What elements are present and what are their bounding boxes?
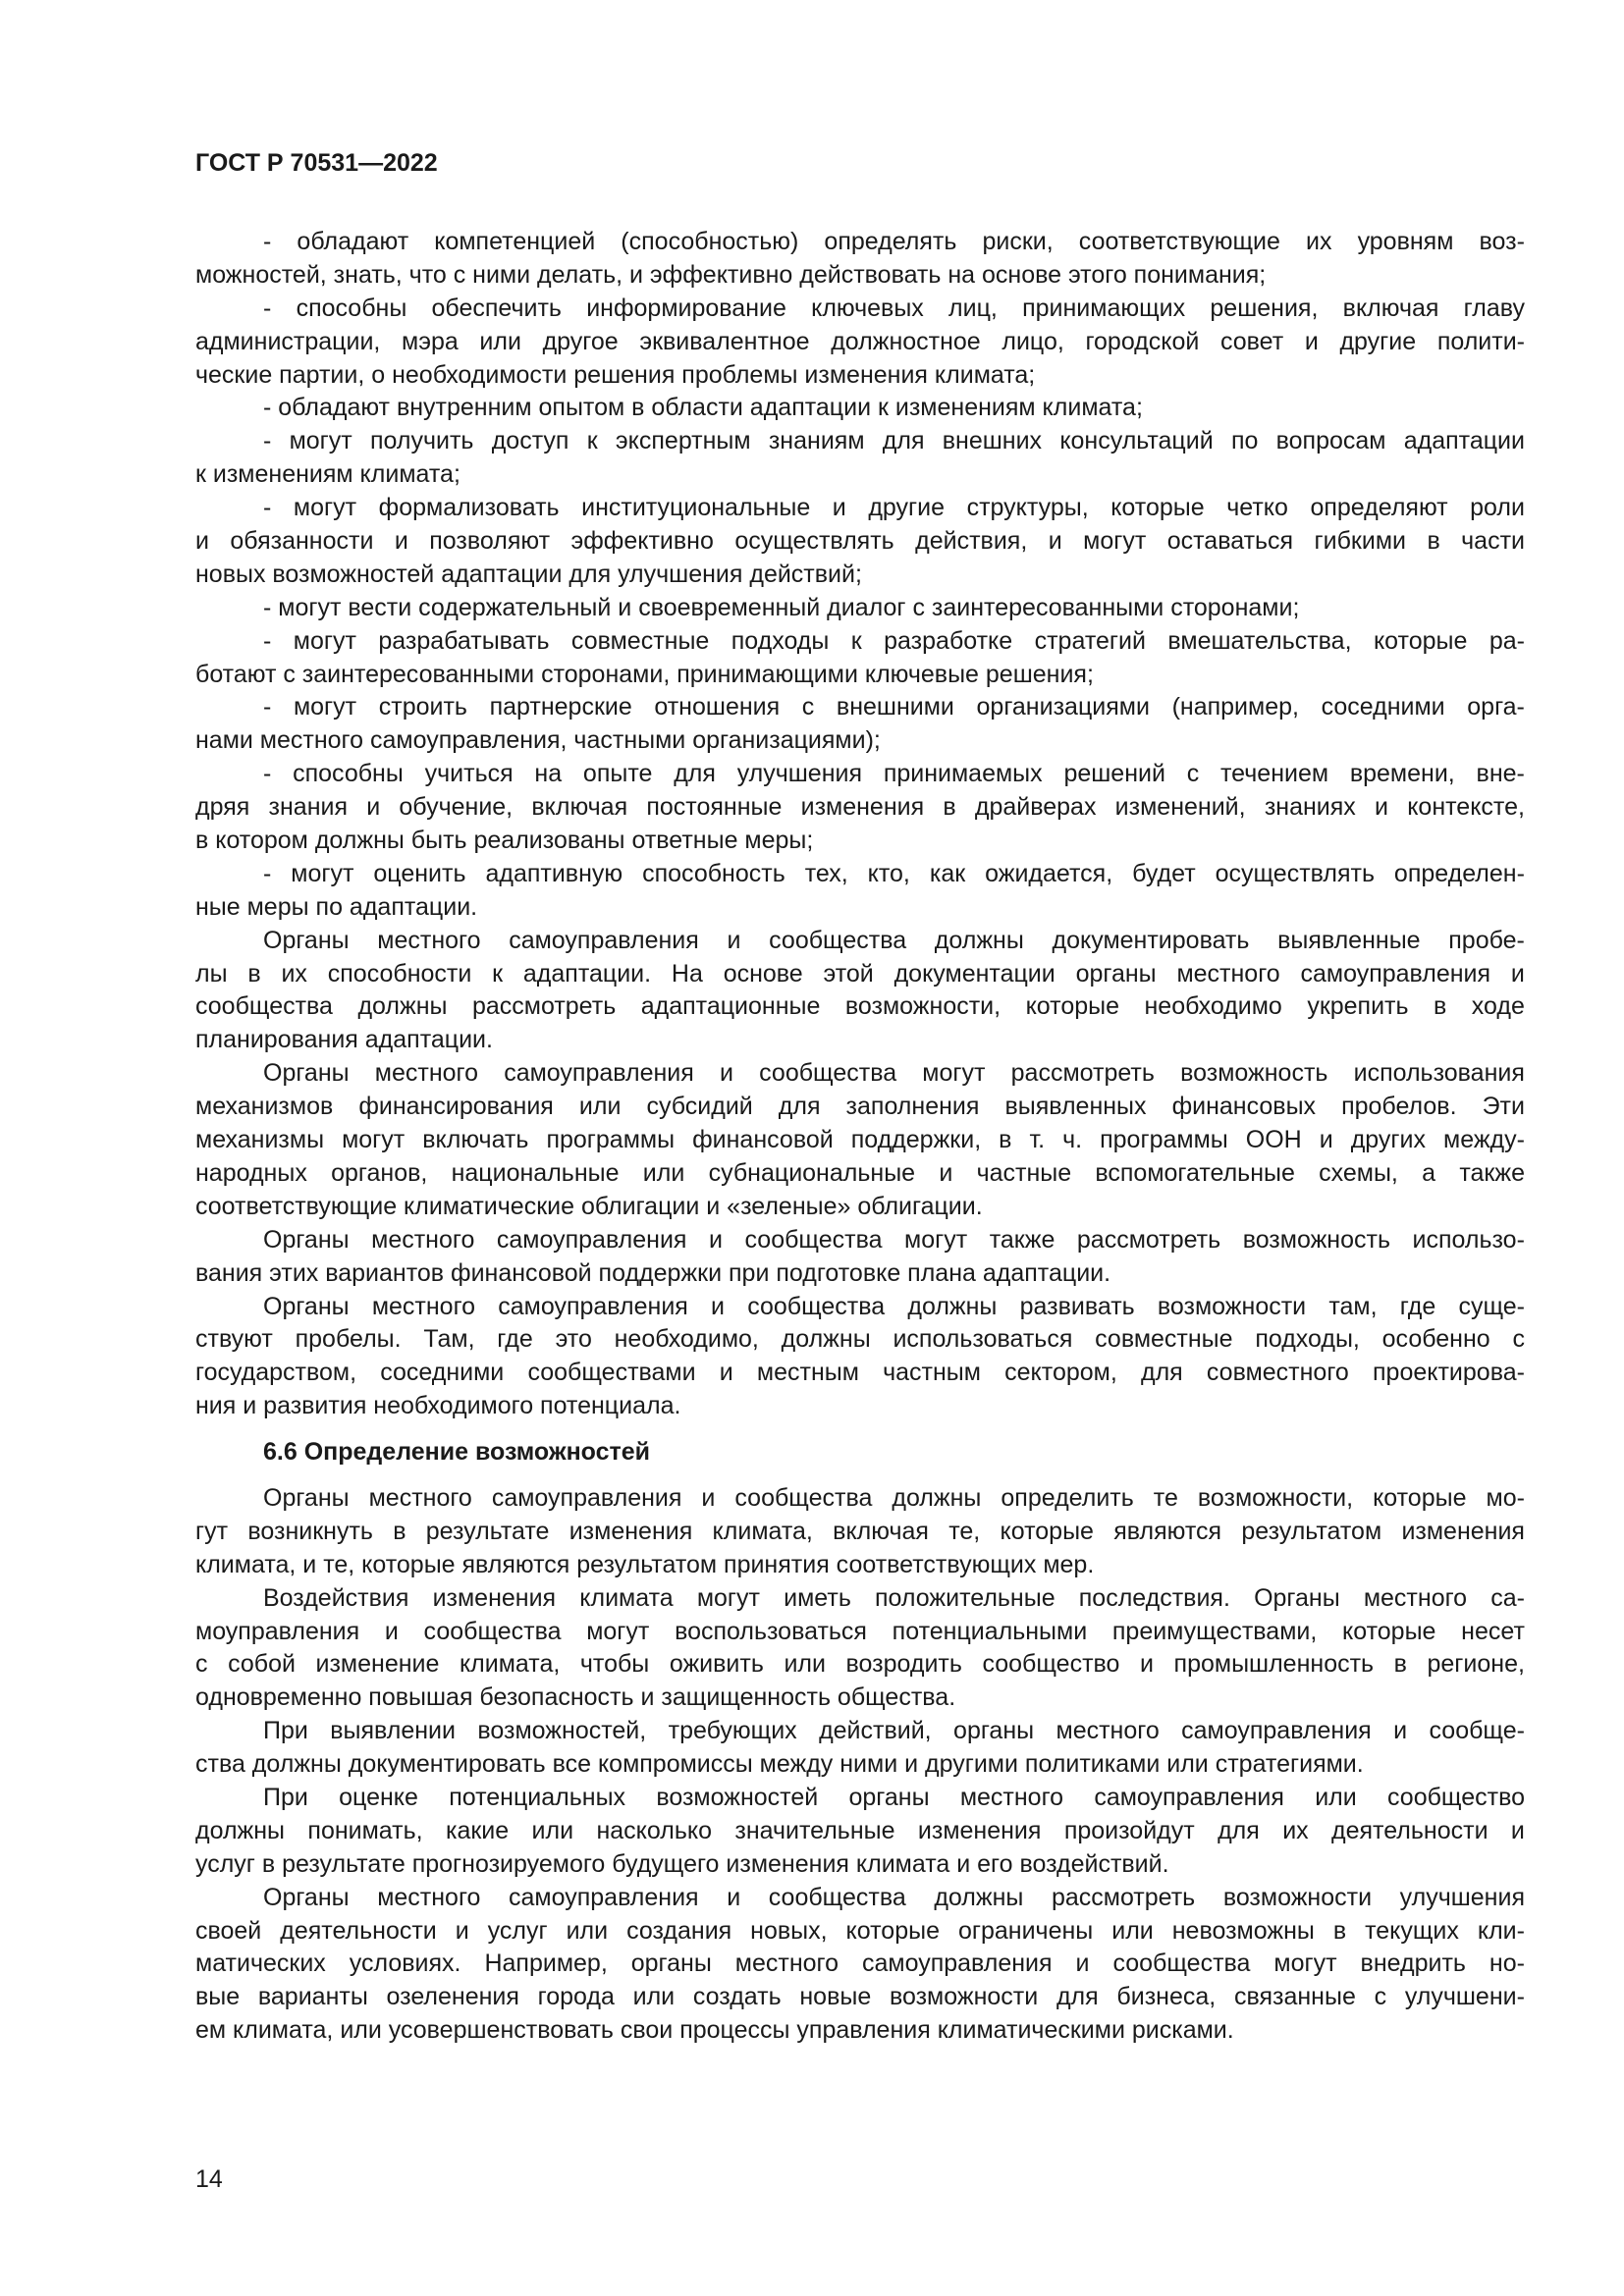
text-line: При выявлении возможностей, требующих действий, органы местного самоуправления и сообще-: [263, 1717, 1525, 1745]
text-line: государством, соседними сообществами и местным частным сектором, для совместного проектирова-: [195, 1359, 1525, 1387]
text-line: Органы местного самоуправления и сообщества должны документировать выявленные пробе-: [263, 926, 1525, 954]
paragraph: [195, 1715, 1525, 1782]
text-line: к изменениям климата;: [195, 460, 460, 489]
text-line: должны понимать, какие или насколько значительные изменения произойдут для их деятельности и: [195, 1816, 1525, 1844]
text-line: Воздействия изменения климата могут иметь положительные последствия. Органы местного са-: [263, 1583, 1525, 1612]
text-line: ботают с заинтересованными сторонами, принимающими ключевые решения;: [195, 660, 1094, 688]
page-number: 14: [195, 2165, 223, 2193]
text-line: механизмы могут включать программы финансовой поддержки, в т. ч. программы ООН и других между-: [195, 1126, 1525, 1154]
paragraph: [195, 492, 1525, 592]
paragraph: [195, 1482, 1525, 1582]
text-line: народных органов, национальные или субнациональные и частные вспомогательные схемы, а также: [195, 1158, 1525, 1187]
text-line: Органы местного самоуправления и сообщества должны рассмотреть возможности улучшения: [263, 1883, 1525, 1911]
text-line: лы в их способности к адаптации. На основе этой документации органы местного самоуправления и: [195, 959, 1525, 988]
text-line: услуг в результате прогнозируемого будущего изменения климата и его воздействий.: [195, 1849, 1169, 1878]
section-heading: 6.6 Определение возможностей: [263, 1438, 651, 1467]
paragraph: [195, 625, 1525, 692]
paragraph: [195, 1057, 1525, 1223]
text-line: вания этих вариантов финансовой поддержки при подготовке плана адаптации.: [195, 1258, 1111, 1287]
text-line: - обладают компетенцией (способностью) определять риски, соответствующие их уровням воз-: [263, 228, 1525, 255]
text-line: - могут получить доступ к экспертным знаниям для внешних консультаций по вопросам адаптации: [263, 427, 1525, 455]
text-line: Органы местного самоуправления и сообщества могут рассмотреть возможность использования: [263, 1059, 1525, 1088]
text-line: вые варианты озеленения города или создать новые возможности для бизнеса, связанные с улучшени-: [195, 1983, 1525, 2011]
text-line: планирования адаптации.: [195, 1026, 493, 1054]
text-line: При оценке потенциальных возможностей органы местного самоуправления или сообщество: [263, 1783, 1525, 1811]
paragraphs-before-section: [195, 226, 1525, 1423]
text-line: ствуют пробелы. Там, где это необходимо, должны использоваться совместные подходы, особенно с: [195, 1325, 1525, 1354]
text-line: сообщества должны рассмотреть адаптационные возможности, которые необходимо укрепить в ходе: [195, 992, 1525, 1021]
text-line: администрации, мэра или другое эквивалентное должностное лицо, городской совет и другие полити-: [195, 327, 1525, 355]
paragraph: [195, 1882, 1525, 2048]
text-line: Органы местного самоуправления и сообщества должны развивать возможности там, где суще-: [263, 1292, 1525, 1320]
text-line: моуправления и сообщества могут воспользоваться потенциальными преимуществами, которые несет: [195, 1617, 1525, 1645]
text-line: - могут вести содержательный и своевременный диалог с заинтересованными сторонами;: [263, 593, 1300, 621]
text-line: климата, и те, которые являются результатом принятия соответствующих мер.: [195, 1550, 1095, 1578]
text-line: - способны учиться на опыте для улучшения принимаемых решений с течением времени, вне-: [263, 760, 1525, 788]
text-line: - могут формализовать институциональные и другие структуры, которые четко определяют роли: [263, 494, 1525, 522]
paragraph: [195, 293, 1525, 393]
text-line: гут возникнуть в результате изменения климата, включая те, которые являются результатом изменения: [195, 1517, 1525, 1545]
paragraph: [195, 1782, 1525, 1882]
text-line: дряя знания и обучение, включая постоянные изменения в драйверах изменений, знаниях и контексте,: [195, 793, 1525, 822]
text-line: Органы местного самоуправления и сообщества должны определить те возможности, которые мо-: [263, 1483, 1525, 1512]
text-line: и обязанности и позволяют эффективно осуществлять действия, и могут оставаться гибкими в части: [195, 527, 1525, 556]
paragraph: [195, 392, 1525, 425]
paragraph: [195, 226, 1525, 293]
text-line: соответствующие климатические облигации и «зеленые» облигации.: [195, 1192, 983, 1220]
paragraph: [195, 592, 1525, 625]
paragraph: [195, 858, 1525, 925]
text-line: своей деятельности и услуг или создания новых, которые ограничены или невозможны в текущих кли-: [195, 1916, 1525, 1945]
text-line: новых возможностей адаптации для улучшения действий;: [195, 560, 862, 588]
paragraphs-after-section: [195, 1482, 1525, 2048]
text-line: ческие партии, о необходимости решения проблемы изменения климата;: [195, 360, 1036, 389]
paragraph: [195, 1224, 1525, 1291]
text-line: - способны обеспечить информирование ключевых лиц, принимающих решения, включая главу: [263, 294, 1525, 322]
text-line: ства должны документировать все компромиссы между ними и другими политиками или стратегиями.: [195, 1750, 1364, 1779]
text-line: Органы местного самоуправления и сообщества могут также рассмотреть возможность использо-: [263, 1225, 1525, 1254]
text-line: с собой изменение климата, чтобы оживить или возродить сообщество и промышленность в регионе,: [195, 1650, 1525, 1679]
text-line: ем климата, или усовершенствовать свои процессы управления климатическими рисками.: [195, 2016, 1234, 2045]
text-line: - могут разрабатывать совместные подходы к разработке стратегий вмешательства, которые ра-: [263, 626, 1525, 655]
text-line: ные меры по адаптации.: [195, 892, 478, 921]
paragraph: [195, 1582, 1525, 1716]
page-body: [195, 226, 1525, 2048]
paragraph: [195, 758, 1525, 858]
text-line: нами местного самоуправления, частными организациями);: [195, 726, 881, 755]
paragraph: [195, 925, 1525, 1058]
text-line: в котором должны быть реализованы ответные меры;: [195, 827, 814, 855]
text-line: - могут строить партнерские отношения с внешними организациями (например, соседними орга-: [263, 693, 1525, 721]
text-line: можностей, знать, что с ними делать, и эффективно действовать на основе этого понимания;: [195, 260, 1267, 289]
text-line: матических условиях. Например, органы местного самоуправления и сообщества могут внедрить но-: [195, 1949, 1525, 1978]
paragraph: [195, 691, 1525, 758]
text-line: - могут оценить адаптивную способность тех, кто, как ожидается, будет осуществлять определен-: [263, 859, 1525, 887]
text-line: одновременно повышая безопасность и защищенность общества.: [195, 1683, 956, 1712]
paragraph: [195, 425, 1525, 492]
text-line: - обладают внутренним опытом в области адаптации к изменениям климата;: [263, 394, 1143, 422]
document-header: ГОСТ Р 70531—2022: [195, 149, 438, 177]
paragraph: [195, 1291, 1525, 1424]
text-line: ния и развития необходимого потенциала.: [195, 1392, 681, 1420]
text-line: механизмов финансирования или субсидий для заполнения выявленных финансовых пробелов. Эти: [195, 1093, 1525, 1121]
